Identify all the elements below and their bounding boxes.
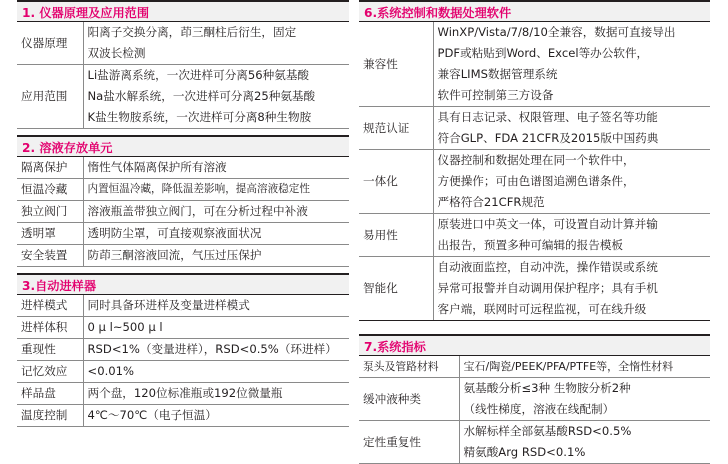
value-line: 原装进口中英文一体，可设置自动计算并输 xyxy=(437,217,658,231)
value-line: 具有日志记录、权限管理、电子签名等功能 xyxy=(437,110,658,124)
table-row xyxy=(17,317,349,339)
row-label: 仪器原理 xyxy=(17,22,83,65)
row-value xyxy=(433,22,710,107)
row-value: 惰性气体隔离保护所有溶液 xyxy=(83,157,349,179)
table-row xyxy=(359,214,710,257)
table-row xyxy=(17,383,349,405)
table-row xyxy=(17,22,349,65)
row-label: 一体化 xyxy=(359,150,433,214)
value-line: 氨基酸分析≤3种 生物胺分析2种 xyxy=(463,381,631,395)
value-line: 精氨酸Arg RSD<0.1% xyxy=(463,445,586,459)
table-row xyxy=(359,356,710,378)
value-line: 客户端，联网时可远程监视，可在线升级 xyxy=(437,302,647,316)
row-value xyxy=(433,150,710,214)
row-value: 两个盘，120位标准瓶或192位微量瓶 xyxy=(83,383,349,405)
table-row xyxy=(17,179,349,201)
value-line: 仪器控制和数据处理在同一个软件中， xyxy=(437,153,635,167)
row-value xyxy=(83,22,349,65)
row-label: 定性重复性 xyxy=(359,421,459,464)
table-row xyxy=(359,378,710,421)
section-2-title: 2. 溶液存放单元 xyxy=(17,135,349,157)
table-row xyxy=(359,107,710,150)
row-label: 易用性 xyxy=(359,214,433,257)
section-6-title: 6.系统控制和数据处理软件 xyxy=(359,0,710,22)
row-value xyxy=(433,257,710,321)
row-value xyxy=(433,214,710,257)
table-row xyxy=(17,201,349,223)
section-6-table xyxy=(359,22,710,321)
row-value: <0.01% xyxy=(83,361,349,383)
value-line: 异常可报警并自动调用保护程序；具有手机 xyxy=(437,281,658,295)
row-label: 安全装置 xyxy=(17,245,83,267)
table-row xyxy=(17,65,349,129)
section-3-table xyxy=(17,295,349,427)
row-value: 防茚三酮溶液回流，气压过压保护 xyxy=(83,245,349,267)
row-label: 进样模式 xyxy=(17,295,83,317)
table-row xyxy=(17,223,349,245)
row-label: 重现性 xyxy=(17,339,83,361)
section-1-title: 1. 仪器原理及应用范围 xyxy=(17,0,349,22)
row-label: 智能化 xyxy=(359,257,433,321)
value-line: Na盐水解系统，一次进样可分离25种氨基酸 xyxy=(87,89,316,103)
table-row xyxy=(17,405,349,427)
row-label: 记忆效应 xyxy=(17,361,83,383)
row-value: 溶液瓶盖带独立阀门，可在分析过程中补液 xyxy=(83,201,349,223)
row-label: 进样体积 xyxy=(17,317,83,339)
value-line: 符合GLP、FDA 21CFR及2015版中国药典 xyxy=(437,131,659,145)
value-line: K盐生物胺系统，一次进样可分离8种生物胺 xyxy=(87,110,312,124)
row-value xyxy=(83,65,349,129)
value-line: 方便操作；可由色谱图追溯色谱条件， xyxy=(437,174,635,188)
row-value: RSD<1%（变量进样），RSD<0.5%（环进样） xyxy=(83,339,349,361)
row-label: 透明罩 xyxy=(17,223,83,245)
value-line: PDF或粘贴到Word、Excel等办公软件， xyxy=(437,46,649,60)
value-line: 水解标样全部氨基酸RSD<0.5% xyxy=(463,424,632,438)
value-line: 双波长检测 xyxy=(87,46,146,60)
row-label: 应用范围 xyxy=(17,65,83,129)
table-row xyxy=(359,257,710,321)
section-3-title: 3.自动进样器 xyxy=(17,273,349,295)
section-2-table xyxy=(17,157,349,267)
section-7-title: 7.系统指标 xyxy=(359,334,710,356)
value-line: （线性梯度，溶液在线配制） xyxy=(463,402,615,416)
table-row xyxy=(17,295,349,317)
row-label: 温度控制 xyxy=(17,405,83,427)
table-row xyxy=(17,157,349,179)
row-label: 兼容性 xyxy=(359,22,433,107)
row-label: 恒温冷藏 xyxy=(17,179,83,201)
row-value: 透明防尘罩，可直接观察液面状况 xyxy=(83,223,349,245)
row-value: 宝石/陶瓷/PEEK/PFA/PTFE等，全惰性材料 xyxy=(459,356,710,378)
table-row xyxy=(359,421,710,464)
value-line: 严格符合21CFR规范 xyxy=(437,195,545,209)
row-label: 隔离保护 xyxy=(17,157,83,179)
value-line: 自动液面监控，自动冲洗，操作错误或系统 xyxy=(437,260,658,274)
row-value: 4℃～70℃（电子恒温） xyxy=(83,405,349,427)
row-label: 独立阀门 xyxy=(17,201,83,223)
left-column xyxy=(17,0,349,427)
value-line: 阳离子交换分离，茚三酮柱后衍生，固定 xyxy=(87,25,297,39)
row-label: 缓冲液种类 xyxy=(359,378,459,421)
value-line: 出报告，预置多种可编辑的报告模板 xyxy=(437,238,624,252)
table-row xyxy=(359,22,710,107)
row-value xyxy=(459,378,710,421)
value-line: Li盐游离系统，一次进样可分离56种氨基酸 xyxy=(87,68,310,82)
table-row xyxy=(17,245,349,267)
row-label: 泵头及管路材料 xyxy=(359,356,459,378)
value-line: 兼容LIMS数据管理系统 xyxy=(437,67,558,81)
table-row xyxy=(17,339,349,361)
table-row xyxy=(359,150,710,214)
table-row xyxy=(17,361,349,383)
section-1-table xyxy=(17,22,349,129)
row-label: 样品盘 xyxy=(17,383,83,405)
value-line: 软件可控制第三方设备 xyxy=(437,88,554,102)
right-column xyxy=(359,0,710,464)
row-value: 内置恒温冷藏，降低温差影响，提高溶液稳定性 xyxy=(83,179,349,201)
row-value xyxy=(459,421,710,464)
section-7-table xyxy=(359,356,710,464)
value-line: WinXP/Vista/7/8/10全兼容，数据可直接导出 xyxy=(437,25,676,39)
row-value xyxy=(433,107,710,150)
row-label: 规范认证 xyxy=(359,107,433,150)
row-value: 同时具备环进样及变量进样模式 xyxy=(83,295,349,317)
row-value: 0 μ l~500 μ l xyxy=(83,317,349,339)
